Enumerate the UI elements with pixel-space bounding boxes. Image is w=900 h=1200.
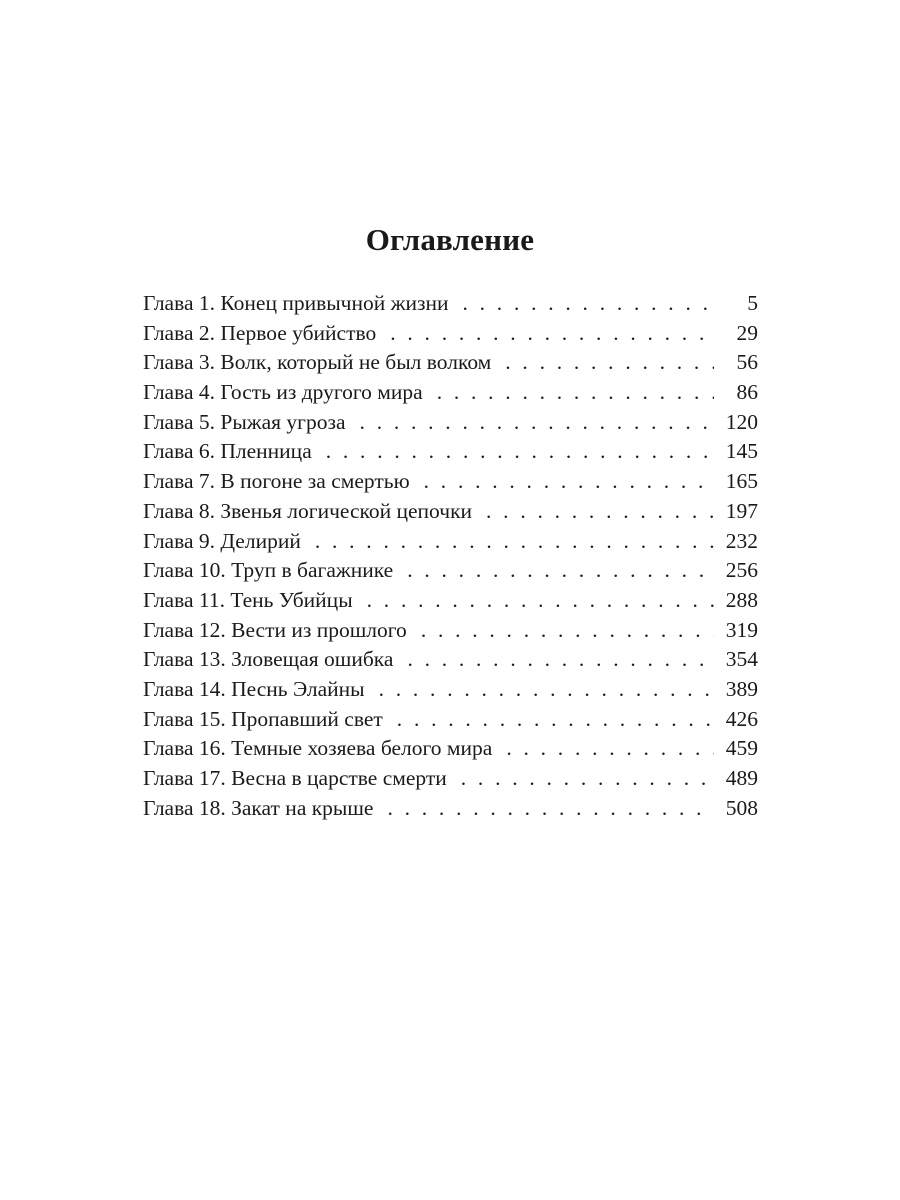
toc-entry-page-number: 426 [725,706,758,731]
toc-entry-page-number: 319 [725,617,758,642]
toc-entry-page-number: 165 [725,469,758,494]
toc-entry[interactable] [143,378,758,408]
toc-entry[interactable] [143,348,758,378]
toc-entry-label: Глава 11. Тень Убийцы [143,587,353,612]
toc-entry-page-number: 120 [725,409,758,434]
toc-entry-label: Глава 13. Зловещая ошибка [143,647,394,672]
dot-leader [461,764,714,794]
dot-leader [407,556,714,586]
toc-entry[interactable] [143,586,758,616]
dot-leader [505,348,714,378]
toc-entry[interactable] [143,437,758,467]
dot-leader [379,675,714,705]
dot-leader [407,645,714,675]
dot-leader [390,319,714,349]
toc-entry-label: Глава 4. Гость из другого мира [143,380,423,405]
toc-entry[interactable] [143,794,758,824]
toc-entry-label: Глава 16. Темные хозяева белого мира [143,736,493,761]
toc-entry-label: Глава 2. Первое убийство [143,320,377,345]
toc-entry-page-number: 256 [725,558,758,583]
toc-entry-page-number: 508 [725,795,758,820]
toc-entry[interactable] [143,556,758,586]
toc-entry-label: Глава 7. В погоне за смертью [143,469,410,494]
toc-entry-page-number: 5 [747,291,758,315]
toc-entry-label: Глава 9. Делирий [143,528,301,553]
dot-leader [315,527,714,557]
toc-entry-page-number: 354 [725,647,758,672]
toc-entry-label: Глава 18. Закат на крыше [143,795,374,820]
toc-entry-page-number: 56 [736,350,758,375]
table-of-contents [143,289,758,823]
toc-entry[interactable] [143,645,758,675]
dot-leader [486,497,714,527]
dot-leader [360,408,714,438]
toc-entry[interactable] [143,289,758,319]
toc-entry[interactable] [143,675,758,705]
toc-entry-page-number: 197 [725,498,758,523]
toc-entry-label: Глава 3. Волк, который не был волком [143,350,492,375]
dot-leader [367,586,714,616]
toc-entry-page-number: 145 [725,439,758,464]
toc-entry-label: Глава 10. Труп в багажнике [143,558,394,583]
toc-entry[interactable] [143,734,758,764]
dot-leader [506,734,714,764]
toc-entry-label: Глава 15. Пропавший свет [143,706,383,731]
dot-leader [463,289,715,319]
toc-entry-label: Глава 5. Рыжая угроза [143,409,346,434]
page-title: Оглавление [365,222,535,257]
toc-entry-label: Глава 6. Пленница [143,439,312,464]
toc-entry[interactable] [143,319,758,349]
toc-entry-label: Глава 1. Конец привычной жизни [143,291,449,315]
toc-entry[interactable] [143,527,758,557]
dot-leader [397,705,714,735]
toc-entry-page-number: 389 [725,676,758,701]
dot-leader [387,794,714,824]
toc-entry-label: Глава 8. Звенья логической цепочки [143,498,473,523]
toc-entry-page-number: 29 [736,320,758,345]
toc-entry[interactable] [143,616,758,646]
toc-entry-page-number: 489 [725,766,758,790]
dot-leader [424,467,714,497]
toc-entry-label: Глава 12. Вести из прошлого [143,617,407,642]
toc-entry[interactable] [143,497,758,527]
toc-entry[interactable] [143,408,758,438]
toc-entry[interactable] [143,764,758,794]
toc-entry-page-number: 459 [725,736,758,761]
toc-entry-page-number: 232 [725,528,758,553]
toc-entry[interactable] [143,705,758,735]
toc-entry-page-number: 86 [736,380,758,405]
dot-leader [421,616,714,646]
toc-entry[interactable] [143,467,758,497]
toc-entry-label: Глава 14. Песнь Элайны [143,676,365,701]
dot-leader [437,378,714,408]
dot-leader [326,437,714,467]
toc-entry-label: Глава 17. Весна в царстве смерти [143,766,447,790]
toc-entry-page-number: 288 [725,587,758,612]
